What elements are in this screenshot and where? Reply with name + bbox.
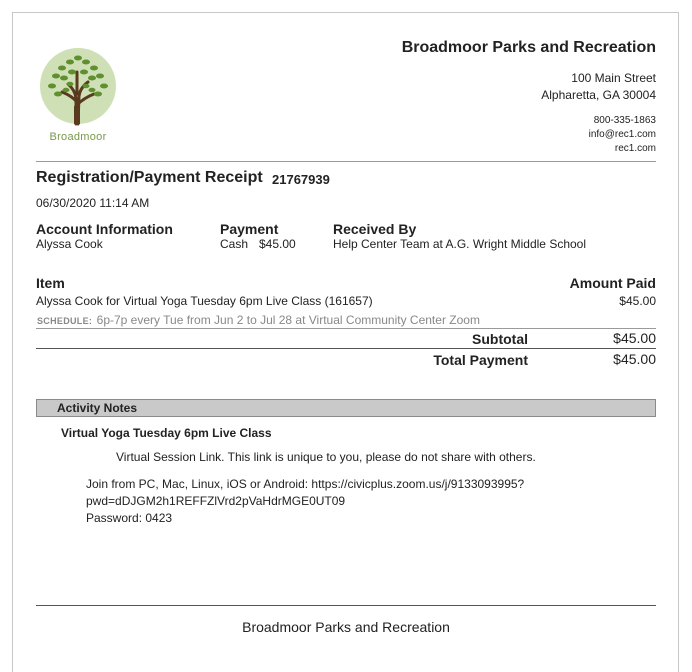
item-description: Alyssa Cook for Virtual Yoga Tuesday 6pm Live Class (161657): [36, 294, 373, 308]
account-heading: Account Information: [36, 221, 173, 237]
tree-logo-icon: [36, 46, 120, 130]
total-payment-label: Total Payment: [433, 352, 528, 368]
amount-column-header: Amount Paid: [569, 275, 656, 291]
receipt-datetime: 06/30/2020 11:14 AM: [36, 196, 150, 210]
logo-text: Broadmoor: [49, 131, 107, 143]
received-by: Help Center Team at A.G. Wright Middle School: [333, 237, 587, 251]
org-city: Alpharetta, GA 30004: [541, 88, 656, 102]
broadmoor-logo: [36, 46, 120, 150]
payment-method: Cash: [220, 237, 249, 251]
schedule-label: SCHEDULE:: [37, 316, 93, 326]
org-email[interactable]: info@rec1.com: [588, 129, 656, 140]
receipt-id: 21767939: [272, 172, 330, 187]
payment-amount: $45.00: [259, 237, 296, 251]
org-phone: 800-335-1863: [593, 115, 656, 126]
items-divider: [36, 328, 656, 329]
footer-divider: [36, 605, 656, 606]
org-name: Broadmoor Parks and Recreation: [401, 39, 656, 56]
zoom-join-pwd-line[interactable]: pwd=dDJGM2h1REFFZlVrd2pVaHdrMGE0UT09: [86, 494, 346, 508]
org-street: 100 Main Street: [571, 71, 656, 85]
item-column-header: Item: [36, 275, 65, 291]
zoom-join-info: [86, 476, 566, 527]
schedule-text: 6p-7p every Tue from Jun 2 to Jul 28 at Virtual Community Center Zoom: [96, 313, 480, 327]
item-amount: $45.00: [619, 294, 656, 308]
org-website[interactable]: rec1.com: [614, 143, 656, 154]
header-divider: [36, 161, 656, 162]
notes-class-name: Virtual Yoga Tuesday 6pm Live Class: [61, 426, 272, 440]
activity-notes-bar: [36, 399, 656, 417]
footer-text: Broadmoor Parks and Recreation: [242, 619, 450, 635]
notes-intro: Virtual Session Link. This link is unique to you, please do not share with others.: [116, 450, 536, 464]
item-schedule: [37, 311, 480, 329]
activity-notes-heading: Activity Notes: [57, 401, 138, 415]
totals-divider: [36, 348, 656, 349]
account-name: Alyssa Cook: [36, 237, 103, 251]
received-heading: Received By: [333, 221, 417, 237]
zoom-join-line[interactable]: Join from PC, Mac, Linux, iOS or Android: https://civicplus.zoom.us/j/9133093995?: [86, 477, 525, 491]
zoom-password: Password: 0423: [86, 511, 173, 525]
total-payment-value: $45.00: [613, 351, 656, 367]
subtotal-value: $45.00: [613, 330, 656, 346]
subtotal-label: Subtotal: [472, 331, 528, 347]
receipt-title: Registration/Payment Receipt: [36, 169, 263, 186]
payment-heading: Payment: [220, 221, 279, 237]
